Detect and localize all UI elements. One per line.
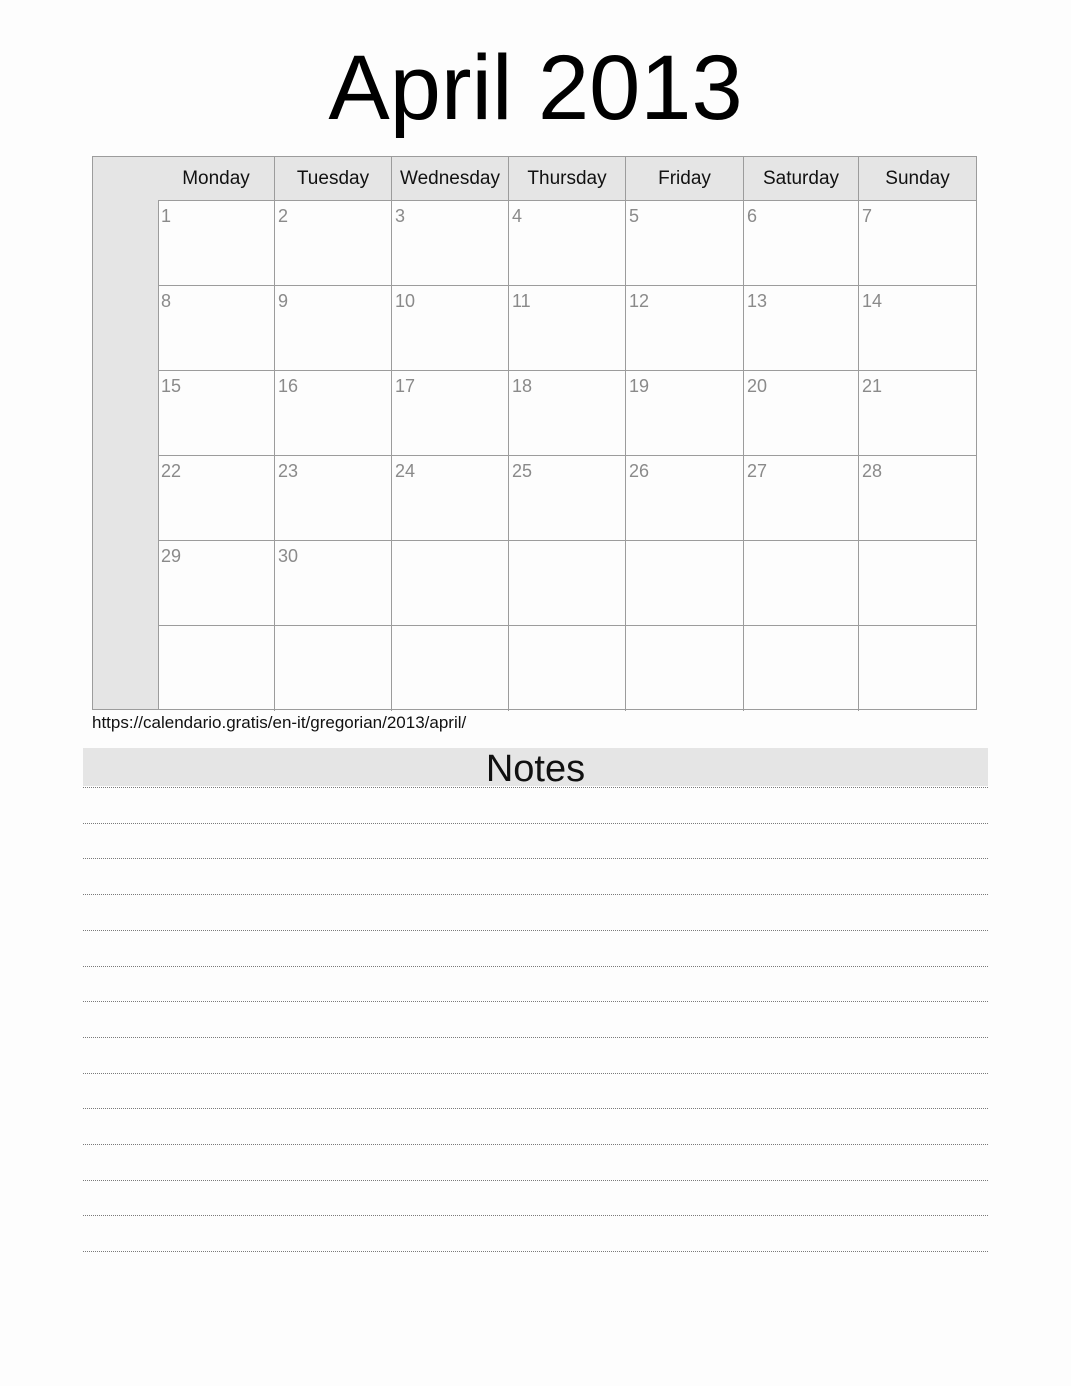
source-url: https://calendario.gratis/en-it/gregorian/2013/april/ [92, 713, 467, 732]
day-cell [509, 456, 626, 541]
day-cell [275, 286, 392, 371]
day-number: 11 [512, 291, 531, 311]
day-number: 26 [629, 461, 650, 481]
day-number: 13 [747, 291, 768, 311]
note-line [83, 1001, 988, 1002]
day-cell [275, 371, 392, 456]
day-cell [744, 371, 859, 456]
day-number: 25 [512, 461, 533, 481]
note-line [83, 1215, 988, 1216]
day-cell [158, 201, 275, 286]
weekday-header-thursday: Thursday [509, 157, 626, 200]
day-number: 9 [278, 291, 289, 311]
day-cell [275, 541, 392, 626]
day-cell [509, 541, 626, 626]
note-line [83, 823, 988, 824]
weekday-header-saturday: Saturday [744, 157, 859, 200]
day-number: 22 [161, 461, 182, 481]
day-cell [626, 456, 744, 541]
day-cell [392, 626, 509, 711]
weekday-header-friday: Friday [626, 157, 744, 200]
day-number: 16 [278, 376, 299, 396]
day-cell [158, 456, 275, 541]
day-number: 21 [862, 376, 883, 396]
note-line [83, 1144, 988, 1145]
note-line [83, 966, 988, 967]
weekday-header-sunday: Sunday [885, 168, 950, 189]
day-cell [626, 201, 744, 286]
day-number: 2 [278, 206, 289, 226]
day-number: 7 [862, 206, 873, 226]
day-cell [509, 286, 626, 371]
notes-header: Notes [83, 748, 988, 786]
day-cell [744, 456, 859, 541]
weekday-header-row [158, 157, 976, 201]
weekday-header-wednesday: Wednesday [392, 157, 509, 200]
day-number: 30 [278, 546, 299, 566]
day-cell [859, 286, 976, 371]
day-cell [392, 541, 509, 626]
day-cell [626, 286, 744, 371]
note-line [83, 1073, 988, 1074]
day-cell [626, 541, 744, 626]
day-number: 15 [161, 376, 182, 396]
day-cell [859, 371, 976, 456]
day-cell [744, 626, 859, 711]
day-number: 19 [629, 376, 650, 396]
note-line [83, 787, 988, 788]
note-line [83, 930, 988, 931]
day-number: 8 [161, 291, 172, 311]
day-number: 17 [395, 376, 416, 396]
day-number: 3 [395, 206, 406, 226]
day-cell [392, 286, 509, 371]
day-cell [626, 626, 744, 711]
day-cell [275, 626, 392, 711]
day-cell [275, 456, 392, 541]
day-cell [158, 286, 275, 371]
week-number-column [93, 157, 159, 709]
day-cell [859, 201, 976, 286]
day-cell [392, 371, 509, 456]
day-cell [626, 371, 744, 456]
calendar-title: April 2013 [328, 37, 743, 139]
day-number: 23 [278, 461, 299, 481]
day-number: 14 [862, 291, 883, 311]
day-number: 5 [629, 206, 640, 226]
note-line [83, 1180, 988, 1181]
day-number: 4 [512, 206, 523, 226]
day-number: 6 [747, 206, 758, 226]
weekday-header-monday: Monday [158, 157, 275, 200]
day-cell [392, 456, 509, 541]
day-cell [509, 626, 626, 711]
day-cell [859, 456, 976, 541]
day-cell [744, 541, 859, 626]
day-number: 29 [161, 546, 182, 566]
day-cell [509, 371, 626, 456]
note-line [83, 1037, 988, 1038]
month-grid [92, 156, 977, 710]
day-cell [158, 626, 275, 711]
note-line [83, 1251, 988, 1252]
day-cell [859, 626, 976, 711]
note-line [83, 1108, 988, 1109]
day-number: 12 [629, 291, 650, 311]
day-number: 18 [512, 376, 533, 396]
day-number: 1 [161, 206, 172, 226]
day-cell [744, 286, 859, 371]
day-cell [392, 201, 509, 286]
day-number: 10 [395, 291, 416, 311]
day-number: 20 [747, 376, 768, 396]
note-line [83, 894, 988, 895]
day-number: 28 [862, 461, 883, 481]
note-line [83, 858, 988, 859]
day-cell [158, 541, 275, 626]
day-number: 24 [395, 461, 416, 481]
day-cell [275, 201, 392, 286]
weekday-header-tuesday: Tuesday [275, 157, 392, 200]
day-number: 27 [747, 461, 768, 481]
day-cell [158, 371, 275, 456]
day-cell [509, 201, 626, 286]
day-cell [859, 541, 976, 626]
day-cell [744, 201, 859, 286]
